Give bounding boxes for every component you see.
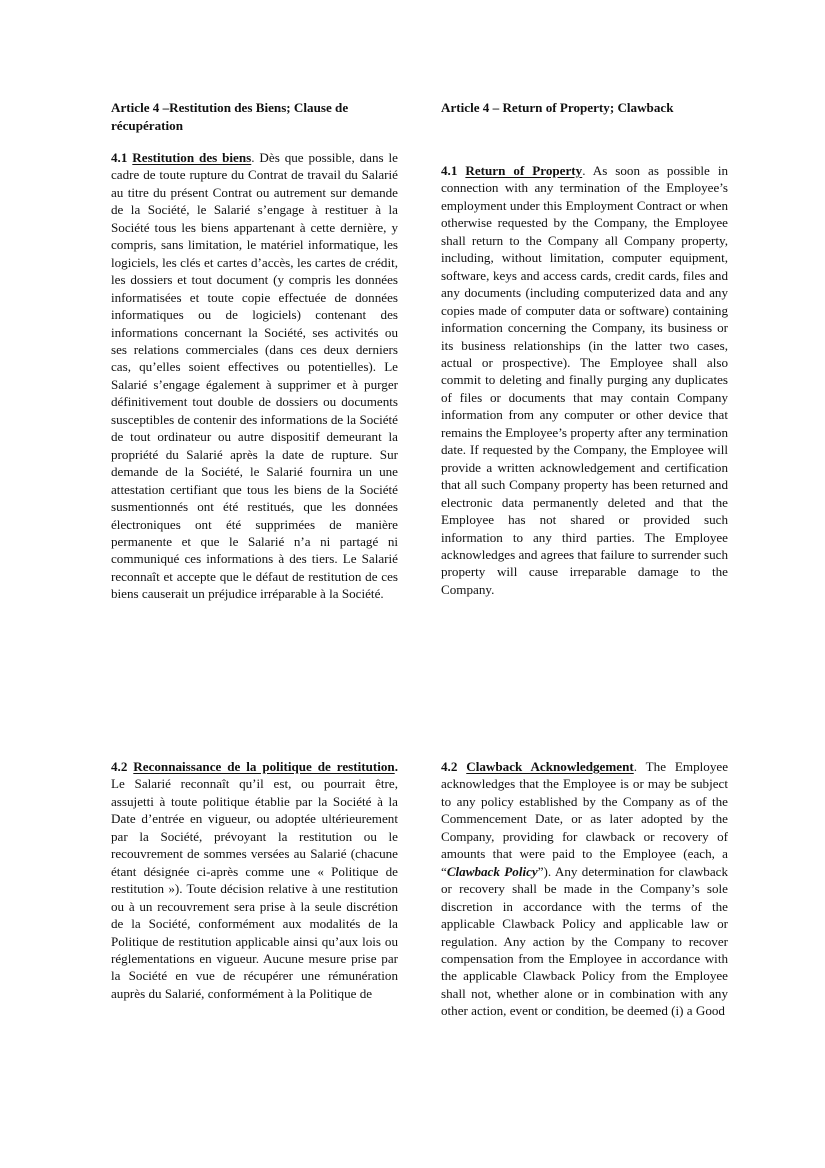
right-section-4-1 xyxy=(441,162,728,598)
left-section-4-1-title: Restitution des biens xyxy=(132,150,252,165)
left-section-4-2 xyxy=(111,758,398,1002)
left-section-4-2-text: Le Salarié reconnaît qu’il est, ou pourrait être, assujetti à toute politique établie par la Société à la Date d’entrée en vigueur, ou adoptée ultérieurement par la Société, prévoyant la restitution ou le recouvrement de sommes versées au Salarié (chacune étant désignée ci-après comme une « Politique de restitution »). Toute décision relative à une restitution ou à un recouvrement sera prise à la seule discrétion de la Société, conformément aux modalités de la Politique de restitution applicable ainsi qu’aux lois ou réglementations en vigueur. Aucune mesure prise par la Société en vue de récupérer une rémunération auprès du Salarié, conformément à la Politique de xyxy=(111,776,398,1001)
right-section-4-1-title: Return of Property xyxy=(465,163,583,178)
left-section-4-2-title: Reconnaissance de la politique de restitution xyxy=(133,759,395,774)
left-section-4-1 xyxy=(111,149,398,603)
right-section-4-1-number: 4.1 xyxy=(441,163,458,178)
left-section-4-1-number: 4.1 xyxy=(111,150,128,165)
left-section-4-2-number: 4.2 xyxy=(111,759,128,774)
left-section-4-2-paragraph: 4.2 Reconnaissance de la politique de restitution. Le Salarié reconnaît qu’il est, ou pourrait être, assujetti à toute politique établie par la Société à la Date d’entrée en vigueur, ou adoptée ultérieurement par la Société, prévoyant la restitution ou le recouvrement de sommes versées au Salarié (chacune étant désignée ci-après comme une « Politique de restitution »). Toute décision relative à une restitution ou à un recouvrement sera prise à la seule discrétion de la Société, conformément aux modalités de la Politique de restitution applicable ainsi qu’aux lois ou réglementations en vigueur. Aucune mesure prise par la Société en vue de récupérer une rémunération auprès du Salarié, conformément à la Politique de xyxy=(111,759,398,1001)
right-section-4-2 xyxy=(441,758,728,1020)
right-section-4-2-number: 4.2 xyxy=(441,759,458,774)
right-section-4-2-paragraph xyxy=(441,758,728,1020)
left-section-4-1-paragraph xyxy=(111,149,398,603)
right-section-4-2-defined-term: Clawback Policy xyxy=(446,863,538,879)
right-section-4-2-title: Clawback Acknowledgement xyxy=(466,759,634,774)
right-section-4-1-paragraph xyxy=(441,162,728,598)
right-section-4-2-text-a: . The Employee acknowledges that the Employee is or may be subject to any policy established by the Company as of the Commencement Date, or as later adopted by the Company, providing for clawback or recovery of amounts that were paid to the Employee (each, a “ xyxy=(441,759,729,879)
left-section-4-1-text: . Dès que possible, dans le cadre de toute rupture du Contrat de travail du Salarié au titre du présent Contrat ou autrement sur demande de la Société, le Salarié s’engage à restituer à la Société tous les biens appartenant à cette dernière, y compris, sans limitation, le matériel informatique, les logiciels, les clés et cartes d’accès, les cartes de crédit, les dossiers et tout document (y compris les données informatisées et toute copie effectuée de données informatiques ou de logiciels) contenant des informations concernant la Société, ses activités ou ses relations commerciales (dans ces deux derniers cas, qu’elles soient effectives ou potentielles). Le Salarié s’engage également à supprimer et à purger définitivement tout double de dossiers ou documents susceptibles de contenir des informations de la Société de tout ordinateur ou autre dispositif demeurant la propriété du Salarié après la date de rupture. Sur demande de la Société, le Salarié fournira un une attestation certifiant que tous les biens de la Société susmentionnés ont été restitués, que les données électroniques ont été supprimées de manière permanente et que le Salarié n’a ni partagé ni communiqué ces informations à des tiers. Le Salarié reconnaît et accepte que le défaut de restitution de ces biens causerait un préjudice irréparable à la Société. xyxy=(111,150,398,602)
right-section-4-2-text-b: ”). Any determination for clawback or recovery shall be made in the Company’s sole discretion in accordance with the terms of the applicable Clawback Policy and applicable law or regulation. Any action by the Company to recover compensation from the Employee in accordance with the applicable Clawback Policy from the Employee shall not, whether alone or in combination with any other action, event or condition, be deemed (i) a Good xyxy=(441,863,728,1019)
left-article-heading: Article 4 –Restitution des Biens; Clause de récupération xyxy=(111,100,349,133)
right-section-4-1-text: . As soon as possible in connection with any termination of the Employee’s employment under this Employment Contract or when otherwise requested by the Company, the Employee shall return to the Company all Company property, including, without limitation, computer equipment, software, keys and access cards, credit cards, files and any documents (including computerized data and any copies made of computer data or software) containing information concerning the Company, its business or its business relationships (in the latter two cases, actual or prospective). The Employee shall also commit to deleting and finally purging any duplicates of files or documents that may contain Company information from any computer or other device that remains the Employee’s property after any termination date. If requested by the Company, the Employee will provide a written acknowledgement and certification that all such Company property has been returned and electronic data permanently deleted and that the Employee has not shared or provided such information to any third parties. The Employee acknowledges and agrees that failure to surrender such property will cause irreparable damage to the Company. xyxy=(441,163,729,597)
right-article-heading: Article 4 – Return of Property; Clawback xyxy=(441,100,674,115)
